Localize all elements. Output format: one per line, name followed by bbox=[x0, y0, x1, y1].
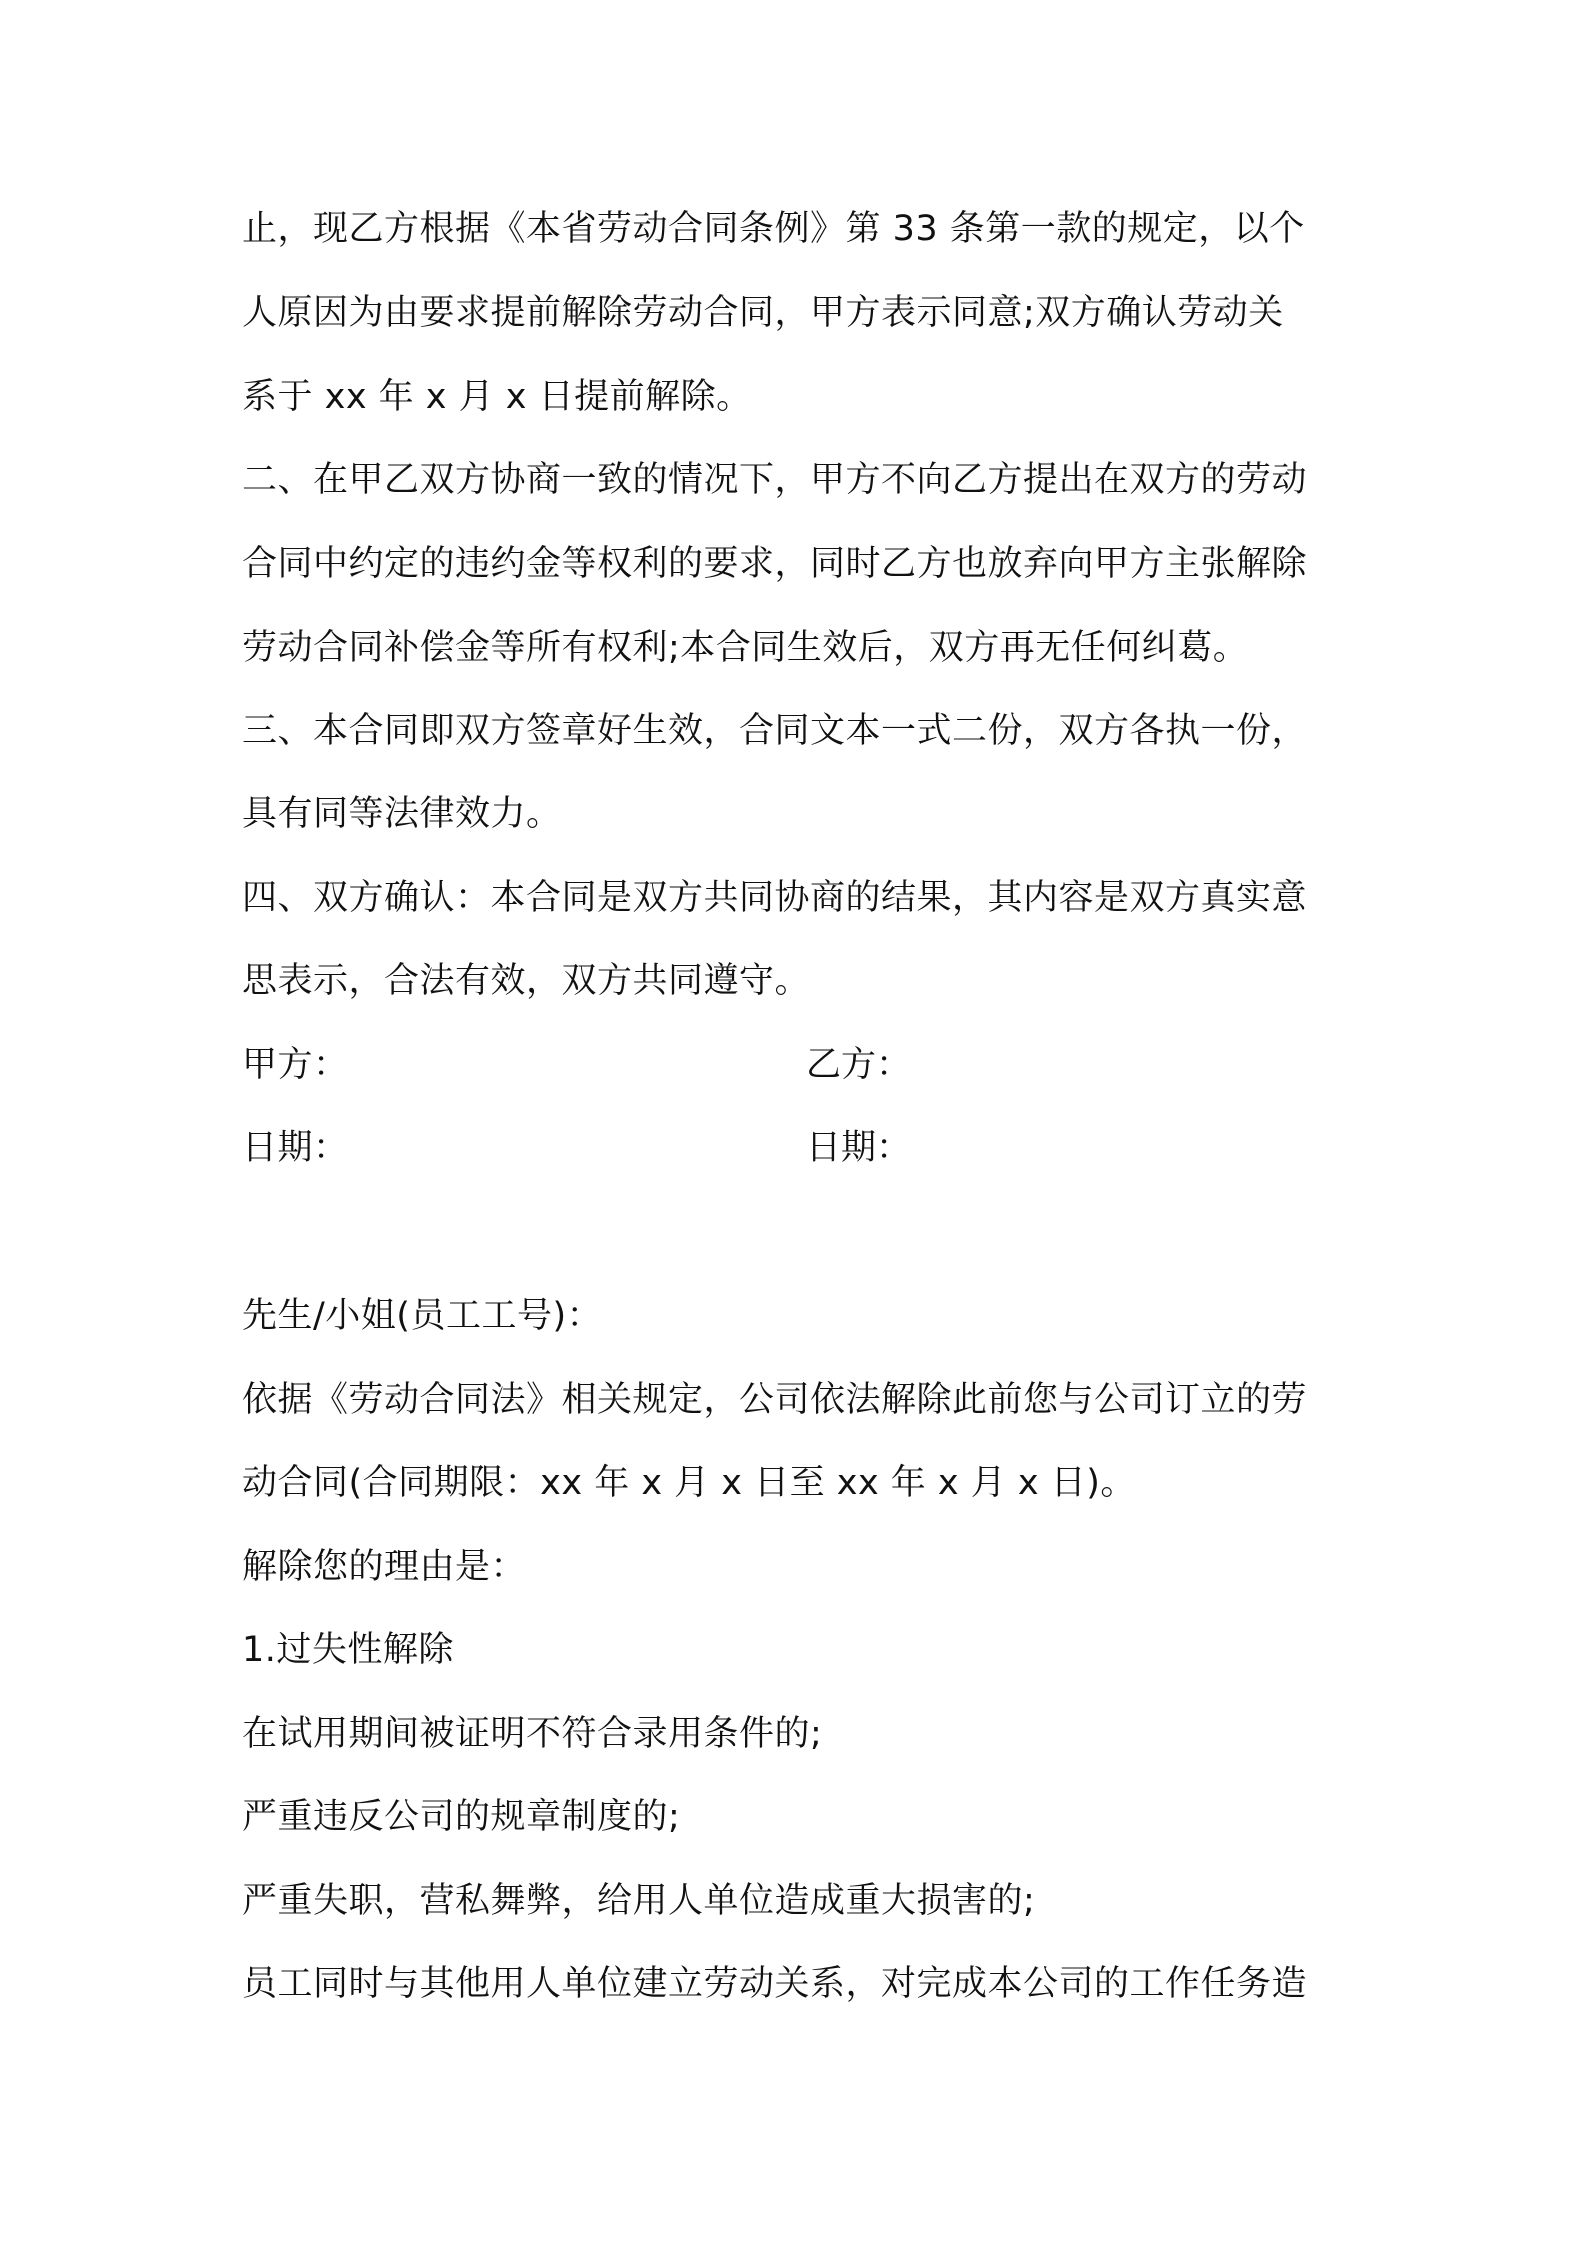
text-line: 在试用期间被证明不符合录用条件的; bbox=[242, 1714, 823, 1754]
party-b-label: 乙方： bbox=[806, 1045, 912, 1085]
text-line: 合同中约定的违约金等权利的要求，同时乙方也放弃向甲方主张解除 bbox=[242, 544, 1308, 584]
text-line: 三、本合同即双方签章好生效，合同文本一式二份，双方各执一份， bbox=[242, 711, 1308, 751]
date-a-label: 日期： bbox=[242, 1128, 349, 1168]
text-line: 具有同等法律效力。 bbox=[242, 794, 562, 834]
text-line: 解除您的理由是： bbox=[242, 1547, 527, 1587]
text-line: 员工同时与其他用人单位建立劳动关系，对完成本公司的工作任务造 bbox=[242, 1964, 1308, 2004]
text-line: 思表示，合法有效，双方共同遵守。 bbox=[242, 961, 811, 1001]
text-line: 动合同(合同期限：xx 年 x 月 x 日至 xx 年 x 月 x 日)。 bbox=[242, 1463, 1136, 1503]
text-line: 严重失职，营私舞弊，给用人单位造成重大损害的; bbox=[242, 1881, 1036, 1921]
text-line: 系于 xx 年 x 月 x 日提前解除。 bbox=[242, 377, 752, 417]
text-line: 依据《劳动合同法》相关规定，公司依法解除此前您与公司订立的劳 bbox=[242, 1380, 1308, 1420]
text-line: 1.过失性解除 bbox=[242, 1630, 454, 1670]
text-line: 止，现乙方根据《本省劳动合同条例》第 33 条第一款的规定，以个 bbox=[242, 209, 1305, 249]
text-line: 先生/小姐(员工工号)： bbox=[242, 1296, 603, 1336]
date-b-label: 日期： bbox=[806, 1128, 912, 1168]
text-line: 二、在甲乙双方协商一致的情况下，甲方不向乙方提出在双方的劳动 bbox=[242, 460, 1308, 500]
text-line: 人原因为由要求提前解除劳动合同，甲方表示同意;双方确认劳动关 bbox=[242, 293, 1284, 333]
text-line: 四、双方确认：本合同是双方共同协商的结果，其内容是双方真实意 bbox=[242, 878, 1308, 918]
party-a-label: 甲方： bbox=[242, 1045, 349, 1085]
text-line: 劳动合同补偿金等所有权利;本合同生效后，双方再无任何纠葛。 bbox=[242, 628, 1249, 668]
text-line: 严重违反公司的规章制度的; bbox=[242, 1797, 681, 1837]
